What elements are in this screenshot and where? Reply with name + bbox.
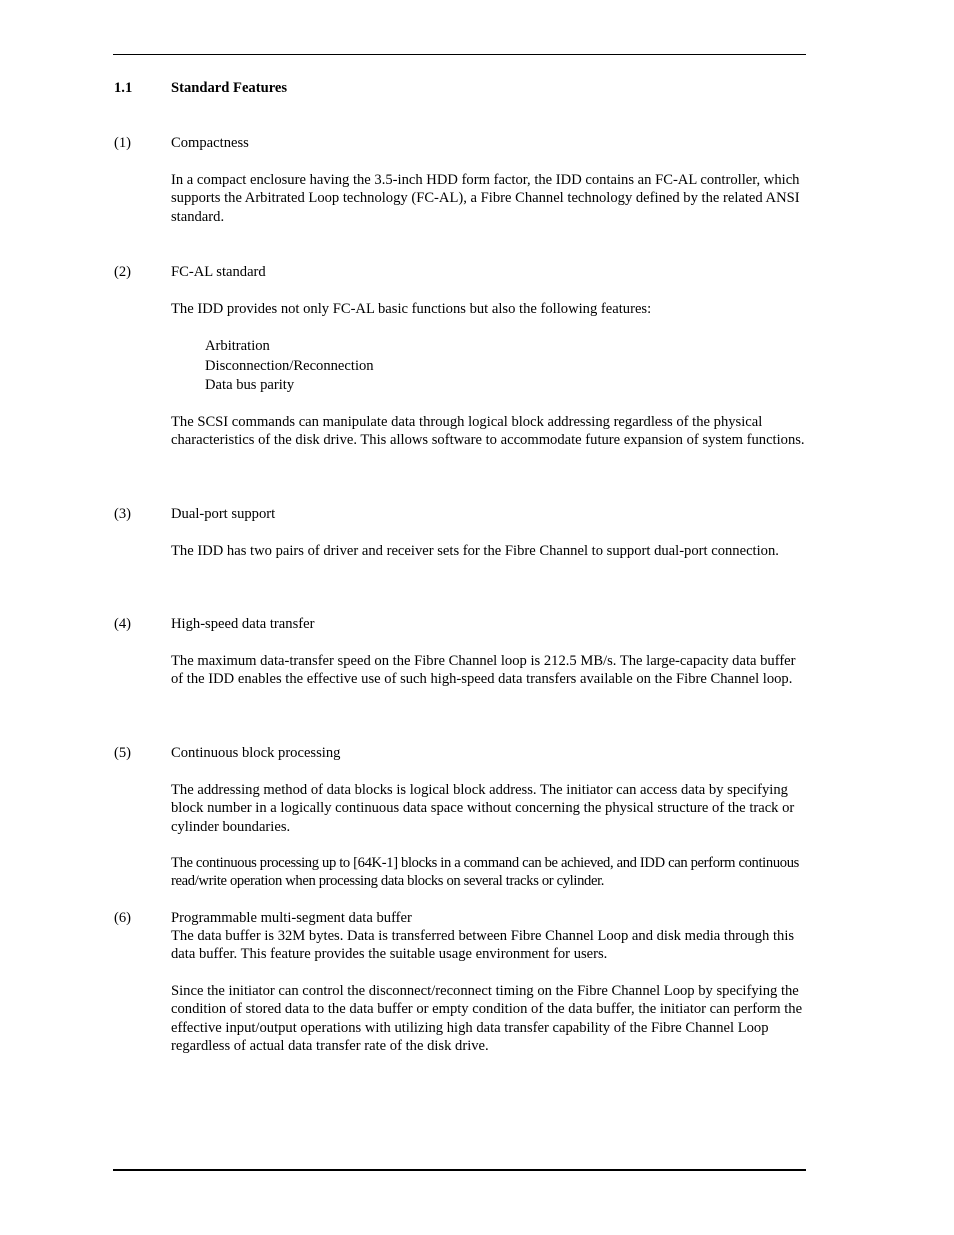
- item-number: (5): [114, 745, 132, 761]
- item-paragraph: The SCSI commands can manipulate data through logical block addressing regardless of the physical characteristics of the disk drive. This allows software to accommodate future expansion of system functions.: [171, 414, 805, 449]
- item-heading: FC-AL standard: [171, 264, 266, 280]
- item-paragraph: The continuous processing up to [64K-1] blocks in a command can be achieved, and IDD can perform continuous read/write operation when processing data blocks on several tracks or cylinder.: [171, 855, 799, 890]
- item-number: (1): [114, 135, 132, 151]
- item-number: (3): [114, 506, 132, 522]
- item-number: (6): [114, 910, 132, 926]
- item-heading: Programmable multi-segment data buffer: [171, 910, 412, 926]
- list-item: Disconnection/Reconnection: [205, 357, 374, 374]
- item-paragraph: Since the initiator can control the disconnect/reconnect timing on the Fibre Channel Loop by specifying the condition of stored data to the data buffer or empty condition of the data buffer, the initiator can perform the effective input/output operations with utilizing high data transfer capability of the Fibre Channel Loop regardless of actual data transfer rate of the disk drive.: [171, 983, 803, 1055]
- item-paragraph: In a compact enclosure having the 3.5-inch HDD form factor, the IDD contains an FC-AL controller, which supports the Arbitrated Loop technology (FC-AL), a Fibre Channel technology defined by the related ANSI standard.: [171, 172, 800, 225]
- footer-rule: [113, 1169, 806, 1171]
- item-heading: Compactness: [171, 135, 249, 151]
- list-item: Arbitration: [205, 338, 270, 354]
- list-item: Data bus parity: [205, 377, 295, 393]
- item-paragraph: The data buffer is 32M bytes. Data is transferred between Fibre Channel Loop and disk media through this data buffer. This feature provides the suitable usage environment for users.: [171, 928, 795, 963]
- item-heading: Dual-port support: [171, 506, 276, 522]
- item-paragraph: The maximum data-transfer speed on the Fibre Channel loop is 212.5 MB/s. The large-capacity data buffer of the IDD enables the effective use of such high-speed data transfers available on the Fibre Channel loop.: [171, 653, 796, 688]
- item-heading: High-speed data transfer: [171, 616, 315, 632]
- item-number: (4): [114, 616, 132, 632]
- section-number: 1.1: [114, 80, 133, 96]
- item-paragraph: The addressing method of data blocks is logical block address. The initiator can access data by specifying block number in a logically continuous data space without concerning the physical structure of the track or cylinder boundaries.: [171, 782, 795, 835]
- section-title: Standard Features: [171, 80, 288, 96]
- item-paragraph: The IDD has two pairs of driver and receiver sets for the Fibre Channel to support dual-port connection.: [171, 543, 779, 559]
- header-rule: [113, 54, 806, 55]
- item-number: (2): [114, 264, 132, 280]
- item-paragraph: The IDD provides not only FC-AL basic functions but also the following features:: [171, 301, 652, 317]
- feature-list: [205, 337, 374, 396]
- item-heading: Continuous block processing: [171, 745, 341, 761]
